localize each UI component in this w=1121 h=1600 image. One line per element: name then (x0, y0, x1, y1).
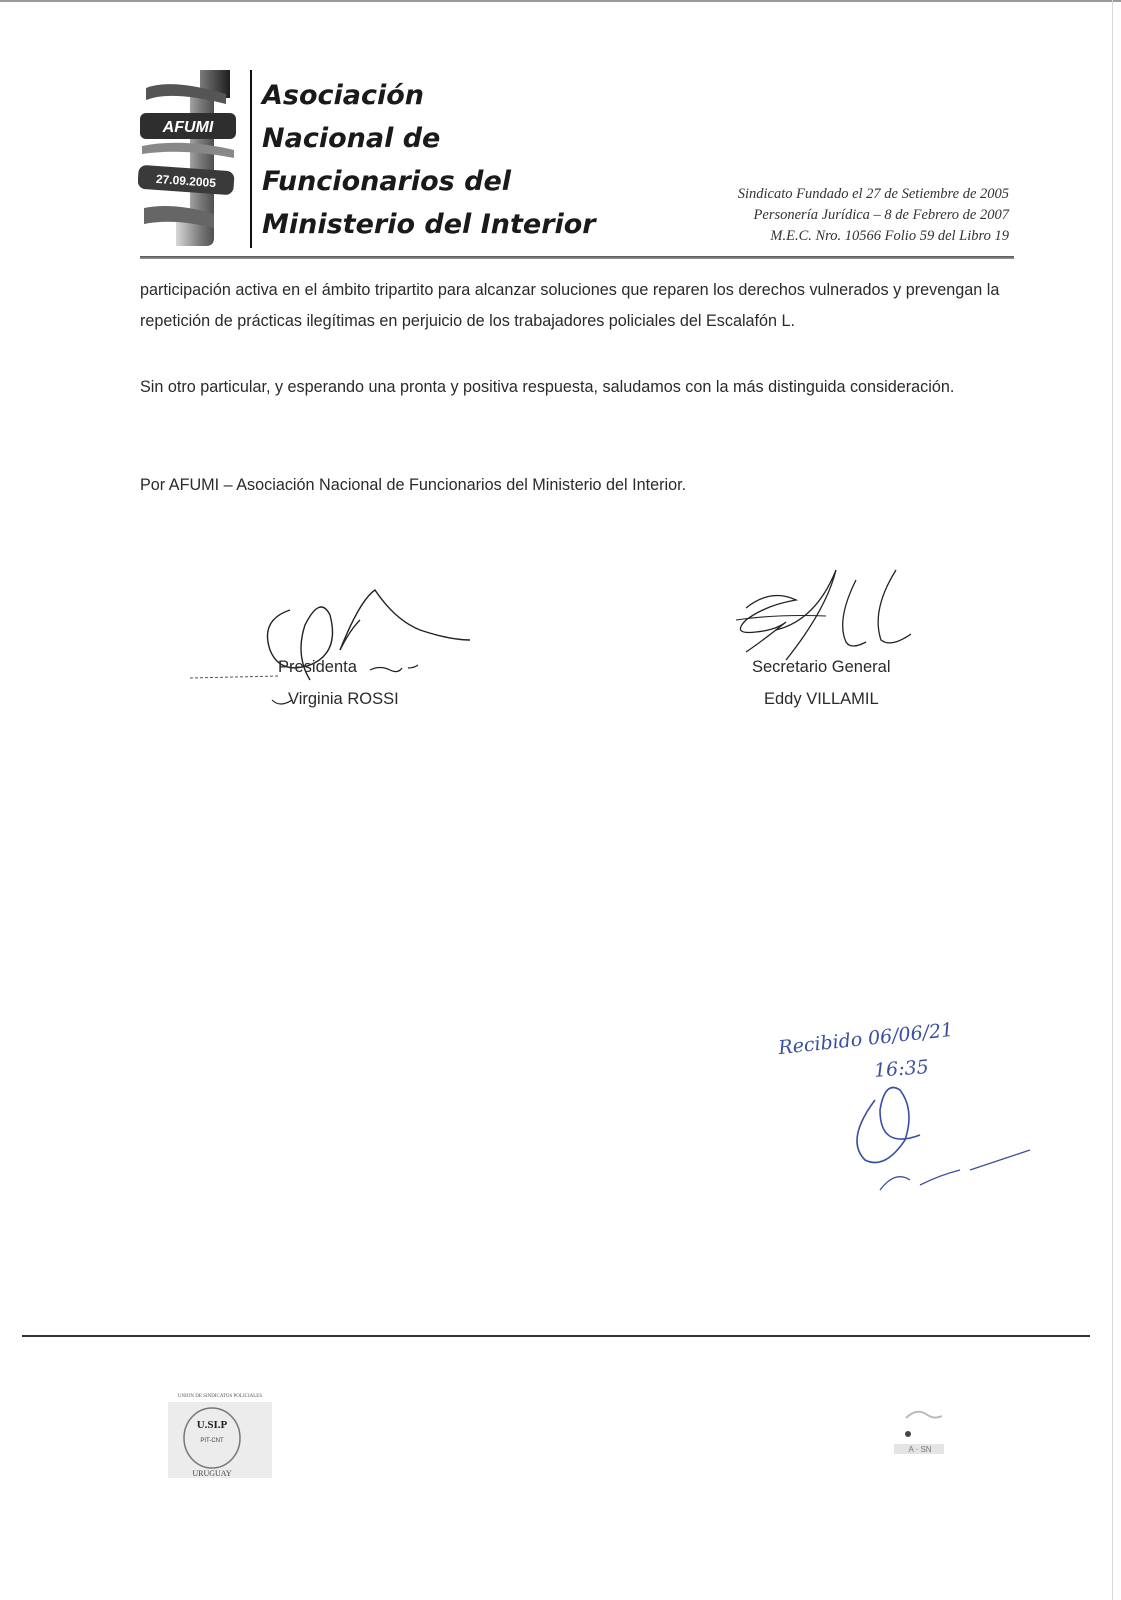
page-right-edge (1112, 0, 1113, 1600)
received-note-date: Recibido 06/06/21 (777, 1018, 955, 1060)
body-paragraph: participación activa en el ámbito tripartito para alcanzar soluciones que reparen los derechos vulnerados y prevengan la repetición de prácticas ilegítimas en perjuicio de los trabajadores policiales del Escalafón L. (140, 281, 1000, 330)
partner-seal (886, 1398, 956, 1468)
signature-block-right (716, 570, 976, 730)
svg-text:AFUMI: AFUMI (162, 119, 214, 136)
header-divider (250, 70, 252, 248)
received-note (770, 1020, 1060, 1220)
page-top-edge (0, 0, 1121, 2)
founding-line: M.E.C. Nro. 10566 Folio 59 del Libro 19 (770, 228, 1009, 244)
svg-text:A · SN: A · SN (908, 1445, 932, 1454)
svg-text:UNION DE SINDICATOS POLICIALES: UNION DE SINDICATOS POLICIALES (177, 1394, 263, 1399)
founding-info (738, 184, 1009, 247)
received-note-initials (770, 1020, 1060, 1220)
org-name-line: Funcionarios del (262, 166, 512, 197)
body-paragraph: Sin otro particular, y esperando una pronta y positiva respuesta, saludamos con la más distinguida consideración. (140, 378, 955, 396)
org-name-line: Ministerio del Interior (262, 209, 596, 240)
body-paragraph: Por AFUMI – Asociación Nacional de Funcionarios del Ministerio del Interior. (140, 476, 687, 494)
signature-block-left (190, 590, 490, 730)
svg-text:URUGUAY: URUGUAY (192, 1469, 232, 1478)
svg-text:27.09.2005: 27.09.2005 (155, 171, 217, 191)
received-note-time: 16:35 (873, 1056, 930, 1082)
founding-line: Personería Jurídica – 8 de Febrero de 2007 (753, 207, 1009, 223)
signer-name: Eddy VILLAMIL (764, 690, 879, 708)
signer-name: Virginia ROSSI (288, 690, 399, 708)
signer-role: Presidenta (278, 658, 357, 676)
founding-line: Sindicato Fundado el 27 de Setiembre de 2005 (737, 186, 1009, 202)
organization-name (262, 74, 596, 246)
org-name-line: Asociación (262, 80, 425, 111)
header-rule (140, 256, 1014, 259)
org-name-line: Nacional de (262, 123, 441, 154)
svg-text:U.SI.P: U.SI.P (196, 1419, 228, 1431)
signer-role: Secretario General (752, 658, 891, 676)
footer-rule (22, 1335, 1090, 1337)
usip-seal (166, 1388, 274, 1480)
svg-text:PIT-CNT: PIT-CNT (200, 1438, 224, 1444)
afumi-logo (138, 68, 238, 248)
